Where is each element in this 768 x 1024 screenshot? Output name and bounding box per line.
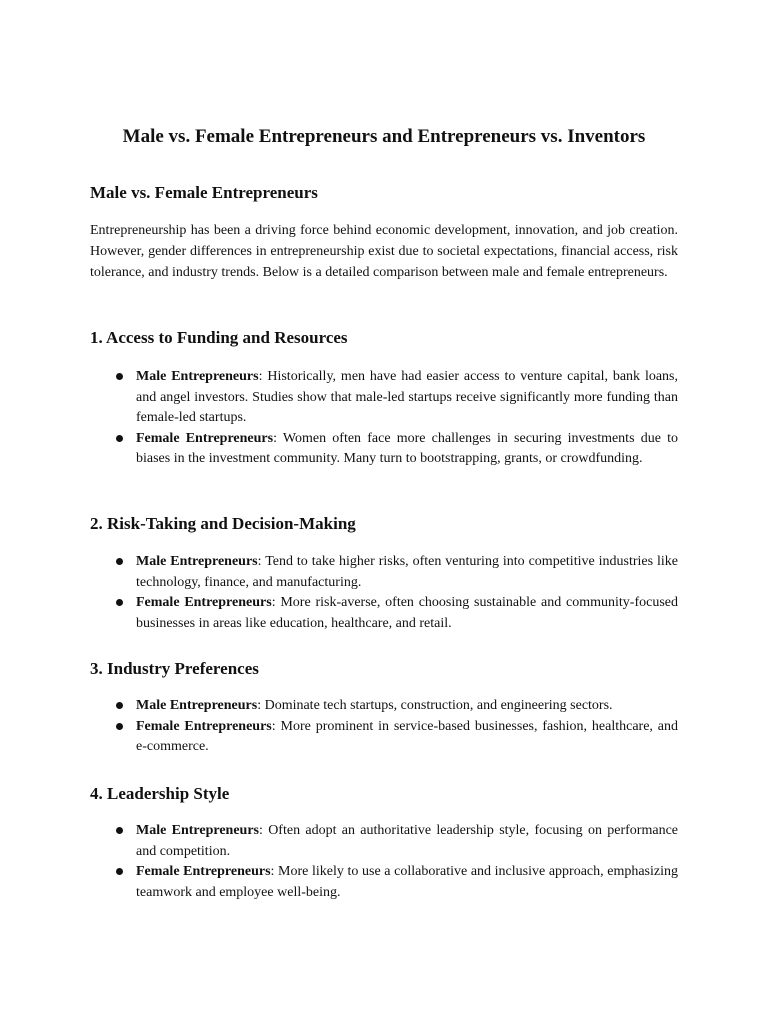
item-term: Female Entrepreneurs [136,430,274,446]
item-text: : More risk-averse, often choosing sustainable and community-focused businesses in areas like education, healthcare, and retail. [136,595,678,631]
list-item [90,593,678,634]
intro-paragraph: Entrepreneurship has been a driving force behind economic development, innovation, and job creation. However, gender differences in entrepreneurship exist due to societal expectations, financial access, risk tolerance, and industry trends. Below is a detailed comparison between male and female entrepreneurs. [90,223,678,280]
section-heading: 2. Risk-Taking and Decision-Making [90,514,356,533]
list-item [90,717,678,758]
bullet-icon [116,827,123,834]
bullet-icon [116,373,123,380]
list-item [90,429,678,470]
section-funding [90,326,678,470]
bullet-icon [116,868,123,875]
list-item [90,367,678,429]
list-item [90,862,678,903]
list-item [90,696,678,717]
item-term: Male Entrepreneurs [136,823,259,838]
bullet-list [90,821,678,903]
item-term: Male Entrepreneurs [136,554,258,569]
section-industry [90,657,678,758]
bullet-list [90,367,678,470]
item-text: : Historically, men have had easier access to venture capital, bank loans, and angel investors. Studies show that male-led startups receive significantly more funding than female-led startups. [136,369,678,425]
section-heading: 4. Leadership Style [90,784,230,803]
bullet-icon [116,435,123,442]
section-heading: 1. Access to Funding and Resources [90,328,348,347]
item-term: Female Entrepreneurs [136,864,271,879]
item-term: Male Entrepreneurs [136,369,259,384]
item-text: : Tend to take higher risks, often venturing into competitive industries like technology, finance, and manufacturing. [136,554,678,590]
section-leadership [90,782,678,903]
item-term: Male Entrepreneurs [136,698,258,713]
section-heading: 3. Industry Preferences [90,659,259,678]
item-text: : Women often face more challenges in securing investments due to biases in the investment community. Many turn to bootstrapping, grants, or crowdfunding. [136,430,678,466]
item-text: : More likely to use a collaborative and inclusive approach, emphasizing teamwork and employee well-being. [136,864,678,900]
bullet-list [90,552,678,634]
bullet-icon [116,599,123,606]
section-risk [90,512,678,634]
item-text: : Dominate tech startups, construction, and engineering sectors. [257,698,613,713]
item-term: Female Entrepreneurs [136,718,272,734]
list-item [90,552,678,593]
item-term: Female Entrepreneurs [136,595,272,610]
bullet-icon [116,558,123,565]
item-text: : More prominent in service-based businesses, fashion, healthcare, and e-commerce. [136,718,678,754]
bullet-icon [116,723,123,730]
item-text: : Often adopt an authoritative leadership style, focusing on performance and competition. [136,823,678,859]
document-title: Male vs. Female Entrepreneurs and Entrepreneurs vs. Inventors [122,126,646,147]
list-item [90,821,678,862]
bullet-list [90,696,678,758]
section-title-male-vs-female: Male vs. Female Entrepreneurs [90,183,318,202]
bullet-icon [116,702,123,709]
